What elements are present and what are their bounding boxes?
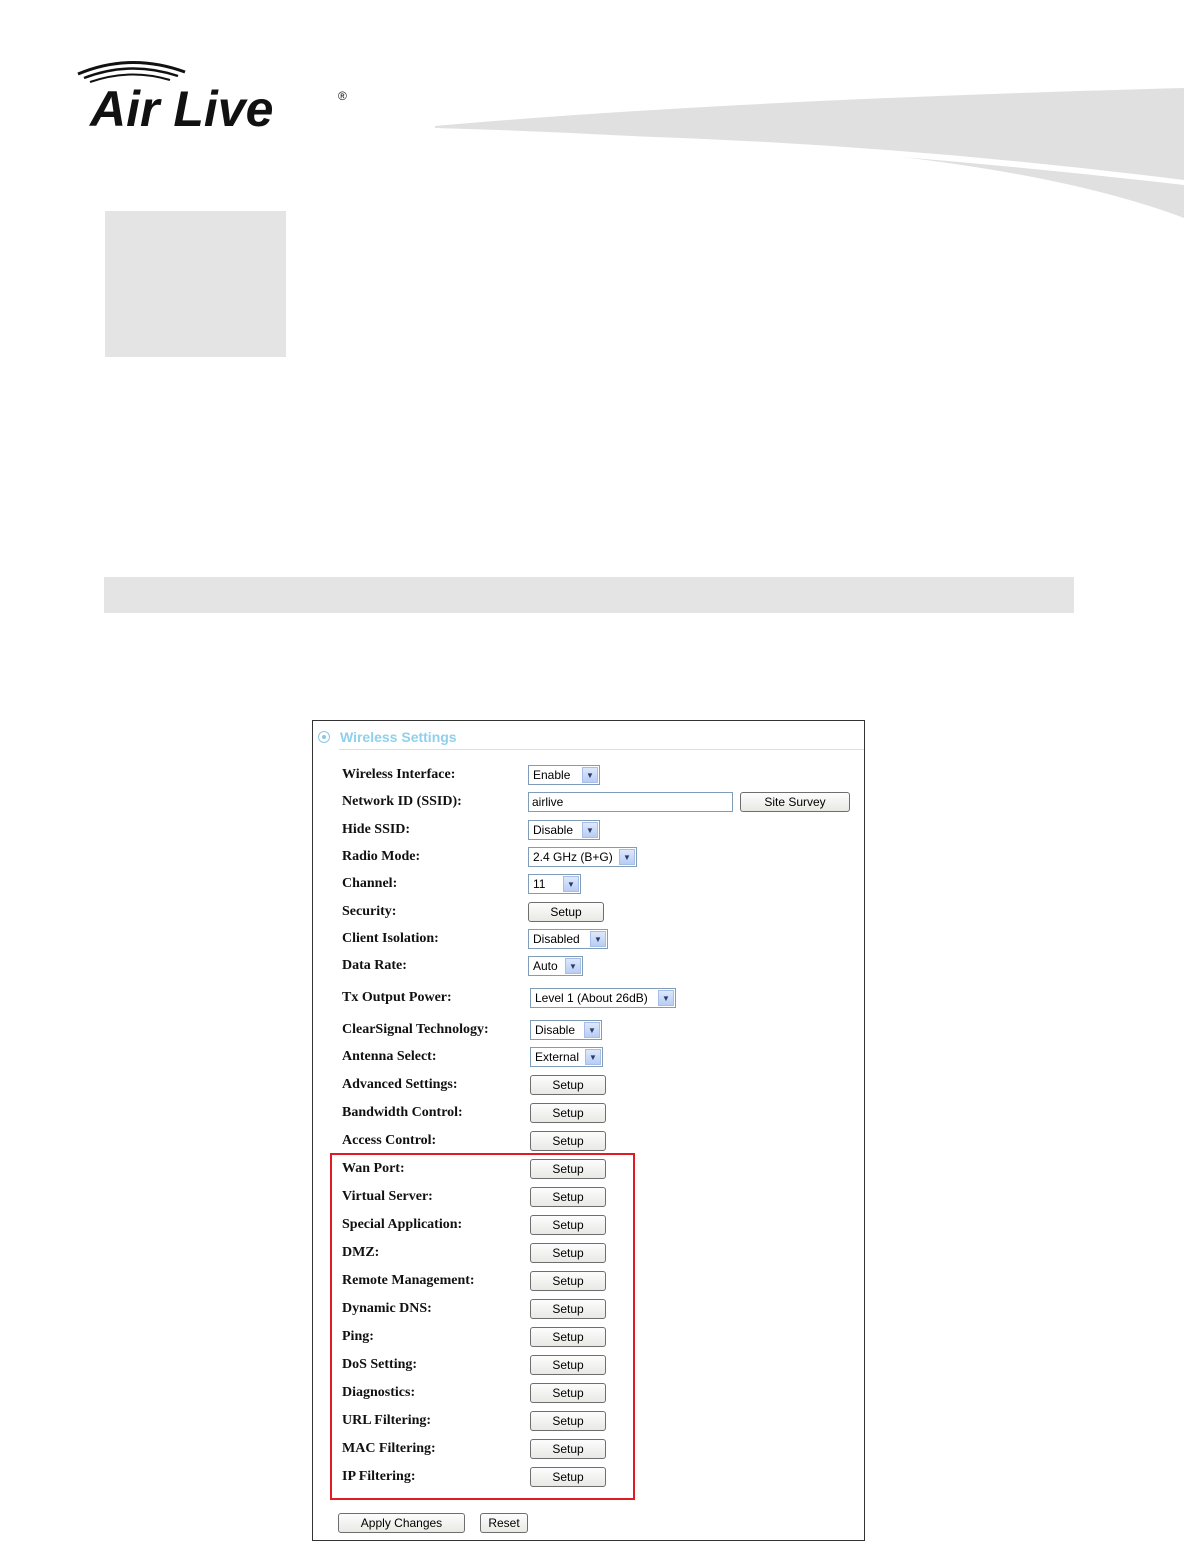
tx-output-power-control (530, 988, 676, 1008)
client-isolation-label: Client Isolation: (342, 931, 439, 946)
panel-header (318, 729, 457, 745)
bandwidth-control-control (530, 1103, 606, 1123)
access-control-setup-button[interactable]: Setup (530, 1131, 606, 1151)
network-id-control (528, 792, 850, 812)
wireless-settings-panel (312, 720, 865, 1541)
data-rate-select[interactable] (528, 956, 583, 976)
dos-setting-setup-button[interactable]: Setup (530, 1355, 606, 1375)
channel-select[interactable] (528, 874, 581, 894)
clearsignal-technology-label: ClearSignal Technology: (342, 1022, 489, 1037)
highlight-box (330, 1153, 635, 1500)
dmz-label: DMZ: (342, 1245, 380, 1260)
antenna-select-selected-value: External (535, 1050, 580, 1064)
chevron-down-icon[interactable]: ▼ (585, 1049, 601, 1065)
hide-ssid-select[interactable] (528, 820, 600, 840)
clearsignal-technology-select[interactable] (530, 1020, 602, 1040)
diagnostics-label: Diagnostics: (342, 1385, 416, 1400)
security-control (528, 902, 604, 922)
chevron-down-icon[interactable]: ▼ (658, 990, 674, 1006)
remote-management-setup-button[interactable]: Setup (530, 1271, 606, 1291)
title-divider (339, 749, 864, 750)
ip-filtering-setup-button[interactable]: Setup (530, 1467, 606, 1487)
radio-mode-selected-value: 2.4 GHz (B+G) (533, 850, 613, 864)
wireless-interface-select[interactable] (528, 765, 600, 785)
client-isolation-control (528, 929, 608, 949)
bullet-icon (318, 731, 330, 743)
header-swoosh (430, 80, 1184, 230)
data-rate-label: Data Rate: (342, 958, 407, 973)
url-filtering-label: URL Filtering: (342, 1413, 432, 1428)
ping-label: Ping: (342, 1329, 374, 1344)
security-setup-button[interactable]: Setup (528, 902, 604, 922)
channel-control (528, 874, 581, 894)
wan-port-label: Wan Port: (342, 1161, 405, 1176)
security-label: Security: (342, 904, 397, 919)
airlive-logo (70, 52, 360, 137)
access-control-control (530, 1131, 606, 1151)
access-control-label: Access Control: (342, 1133, 437, 1148)
hide-ssid-label: Hide SSID: (342, 822, 411, 837)
tx-output-power-selected-value: Level 1 (About 26dB) (535, 991, 648, 1005)
section-bar (104, 577, 1074, 613)
site-survey-button[interactable]: Site Survey (740, 792, 850, 812)
ip-filtering-label: IP Filtering: (342, 1469, 416, 1484)
chevron-down-icon[interactable]: ▼ (619, 849, 635, 865)
chevron-down-icon[interactable]: ▼ (582, 767, 598, 783)
url-filtering-setup-button[interactable]: Setup (530, 1411, 606, 1431)
panel-title: Wireless Settings (340, 729, 457, 745)
ping-setup-button[interactable]: Setup (530, 1327, 606, 1347)
chevron-down-icon[interactable]: ▼ (584, 1022, 600, 1038)
antenna-select-label: Antenna Select: (342, 1049, 437, 1064)
chapter-block (105, 211, 286, 357)
tx-output-power-select[interactable] (530, 988, 676, 1008)
diagnostics-setup-button[interactable]: Setup (530, 1383, 606, 1403)
dynamic-dns-setup-button[interactable]: Setup (530, 1299, 606, 1319)
form-footer (338, 1513, 528, 1533)
apply-changes-button[interactable]: Apply Changes (338, 1513, 465, 1533)
wireless-interface-control (528, 765, 600, 785)
dmz-setup-button[interactable]: Setup (530, 1243, 606, 1263)
registered-mark: ® (338, 89, 347, 103)
chevron-down-icon[interactable]: ▼ (590, 931, 606, 947)
virtual-server-label: Virtual Server: (342, 1189, 433, 1204)
wan-port-setup-button[interactable]: Setup (530, 1159, 606, 1179)
hide-ssid-selected-value: Disable (533, 823, 574, 837)
chevron-down-icon[interactable]: ▼ (563, 876, 579, 892)
advanced-settings-control (530, 1075, 606, 1095)
advanced-settings-setup-button[interactable]: Setup (530, 1075, 606, 1095)
network-id-label: Network ID (SSID): (342, 794, 462, 809)
chevron-down-icon[interactable]: ▼ (565, 958, 581, 974)
wireless-interface-label: Wireless Interface: (342, 767, 456, 782)
mac-filtering-setup-button[interactable]: Setup (530, 1439, 606, 1459)
radio-mode-control (528, 847, 637, 867)
reset-button[interactable]: Reset (480, 1513, 528, 1533)
special-application-label: Special Application: (342, 1217, 463, 1232)
antenna-select-control (530, 1047, 603, 1067)
tx-output-power-label: Tx Output Power: (342, 990, 452, 1005)
wireless-interface-selected-value: Enable (533, 768, 571, 782)
hide-ssid-control (528, 820, 600, 840)
dynamic-dns-label: Dynamic DNS: (342, 1301, 432, 1316)
antenna-select-select[interactable] (530, 1047, 603, 1067)
logo-text: Air Live (90, 81, 274, 137)
dos-setting-label: DoS Setting: (342, 1357, 418, 1372)
advanced-settings-label: Advanced Settings: (342, 1077, 458, 1092)
radio-mode-label: Radio Mode: (342, 849, 421, 864)
channel-selected-value: 11 (533, 877, 546, 891)
data-rate-control (528, 956, 583, 976)
special-application-setup-button[interactable]: Setup (530, 1215, 606, 1235)
chevron-down-icon[interactable]: ▼ (582, 822, 598, 838)
virtual-server-setup-button[interactable]: Setup (530, 1187, 606, 1207)
radio-mode-select[interactable] (528, 847, 637, 867)
bandwidth-control-label: Bandwidth Control: (342, 1105, 463, 1120)
client-isolation-select[interactable] (528, 929, 608, 949)
client-isolation-selected-value: Disabled (533, 932, 580, 946)
network-id-input[interactable]: airlive (528, 792, 733, 812)
clearsignal-technology-control (530, 1020, 602, 1040)
data-rate-selected-value: Auto (533, 959, 558, 973)
channel-label: Channel: (342, 876, 398, 891)
clearsignal-technology-selected-value: Disable (535, 1023, 576, 1037)
remote-management-label: Remote Management: (342, 1273, 475, 1288)
mac-filtering-label: MAC Filtering: (342, 1441, 436, 1456)
bandwidth-control-setup-button[interactable]: Setup (530, 1103, 606, 1123)
